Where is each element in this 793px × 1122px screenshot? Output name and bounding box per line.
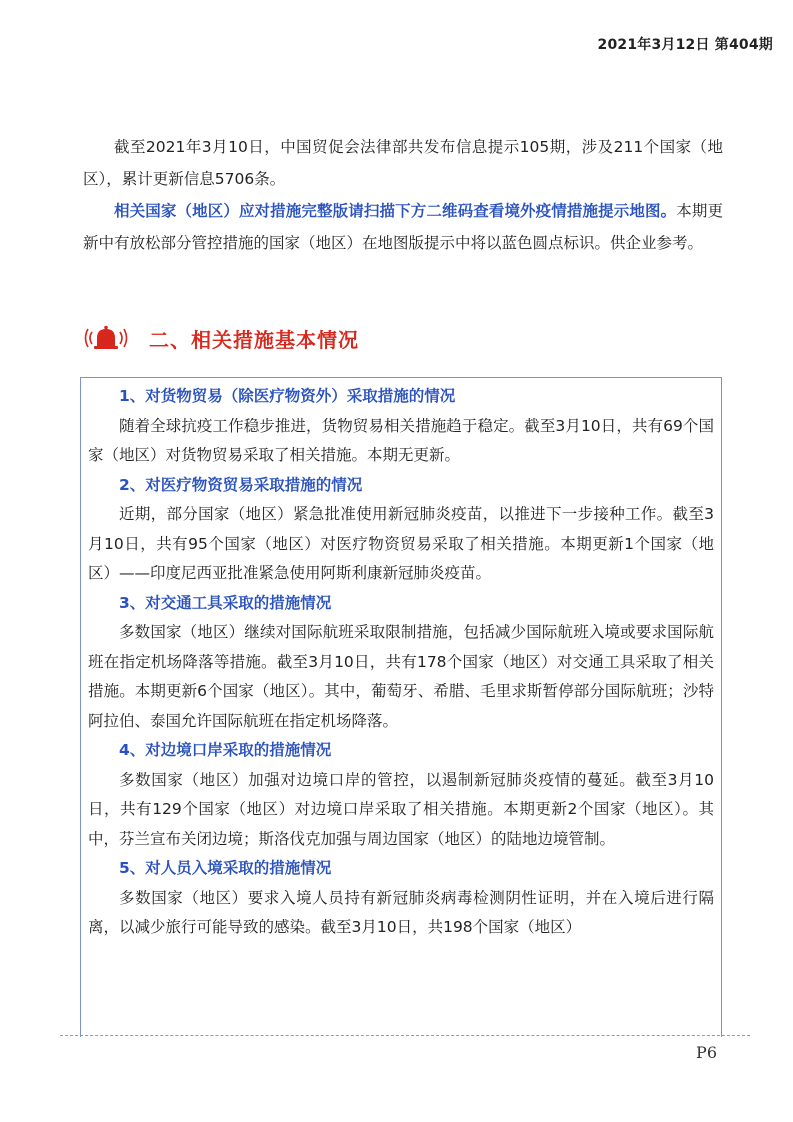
item-body-4: 多数国家（地区）加强对边境口岸的管控，以遏制新冠肺炎疫情的蔓延。截至3月10日，共有129个国家（地区）对边境口岸采取了相关措施。本期更新2个国家（地区）。其中，芬兰宣布关闭边境；斯洛伐克加强与周边国家（地区）的陆地边境管制。 (88, 770, 714, 848)
page-number: P6 (696, 1043, 717, 1062)
alarm-bell-icon (83, 323, 129, 353)
item-body-2: 近期，部分国家（地区）紧急批准使用新冠肺炎疫苗，以推进下一步接种工作。截至3月10日，共有95个国家（地区）对医疗物资贸易采取了相关措施。本期更新1个国家（地区）——印度尼西亚批准紧急使用阿斯利康新冠肺炎疫苗。 (88, 505, 714, 582)
intro-paragraph-1: 截至2021年3月10日，中国贸促会法律部共发布信息提示105期，涉及211个国家（地区），累计更新信息5706条。 (83, 138, 723, 188)
item-body-5: 多数国家（地区）要求入境人员持有新冠肺炎病毒检测阴性证明，并在入境后进行隔离，以减少旅行可能导致的感染。截至3月10日，共198个国家（地区） (88, 888, 714, 936)
item-heading-1: 1、对货物贸易（除医疗物资外）采取措施的情况 (119, 387, 456, 405)
intro-paragraph-2 (83, 195, 723, 259)
item-heading-4: 4、对边境口岸采取的措施情况 (119, 741, 332, 759)
section-title: 二、相关措施基本情况 (149, 327, 359, 352)
item-body-1: 随着全球抗疫工作稳步推进，货物贸易相关措施趋于稳定。截至3月10日，共有69个国家（地区）对货物贸易采取了相关措施。本期无更新。 (88, 416, 714, 464)
intro-block (83, 131, 723, 259)
intro-paragraph-2-rest: 本期更新中有放松部分管控措施的国家（地区）在地图版提示中将以蓝色圆点标识。供企业参考。 (83, 202, 723, 252)
issue-date: 2021年3月12日 第404期 (597, 37, 773, 53)
item-heading-3: 3、对交通工具采取的措施情况 (119, 593, 332, 612)
footer-divider (60, 1035, 750, 1036)
measures-box (80, 377, 722, 1037)
qr-instruction-highlight: 相关国家（地区）应对措施完整版请扫描下方二维码查看境外疫情措施提示地图。 (114, 202, 677, 220)
section-heading (83, 323, 359, 353)
item-heading-2: 2、对医疗物资贸易采取措施的情况 (119, 475, 363, 494)
item-body-3: 多数国家（地区）继续对国际航班采取限制措施，包括减少国际航班入境或要求国际航班在指定机场降落等措施。截至3月10日，共有178个国家（地区）对交通工具采取了相关措施。本期更新6个国家（地区）。其中，葡萄牙、希腊、毛里求斯暂停部分国际航班；沙特阿拉伯、泰国允许国际航班在指定机场降落。 (88, 623, 714, 730)
item-heading-5: 5、对人员入境采取的措施情况 (119, 859, 332, 877)
